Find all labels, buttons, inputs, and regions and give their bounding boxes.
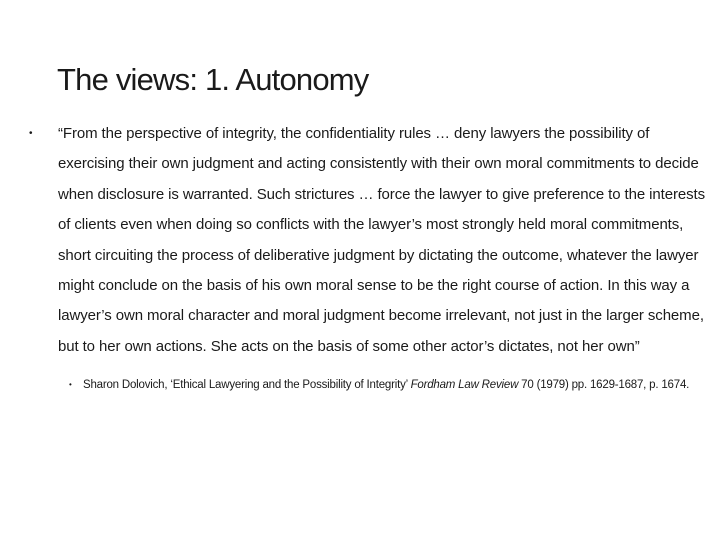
citation-details: 70 (1979) pp. 1629-1687, p. 1674.: [518, 379, 690, 392]
bullet-icon: •: [29, 128, 33, 139]
slide-body: [8, 119, 708, 397]
citation-bullet: [8, 373, 708, 397]
citation-journal: Fordham Law Review: [410, 379, 519, 392]
citation-author-title: Sharon Dolovich, ‘Ethical Lawyering and the Possibility of Integrity’: [83, 379, 411, 392]
quote-text: “From the perspective of integrity, the confidentiality rules … deny lawyers the possibility of exercising their own judgment and acting consistently with their own moral commitments to decide when disclosure is warranted. Such strictures … force the lawyer to give preference to the interests of clients even when doing so conflicts with the lawyer’s most strongly held moral commitments, short circuiting the process of deliberative judgment by dictating the outcome, whatever the lawyer might conclude on the basis of his own moral sense to be the right course of action. In this way a lawyer’s own moral character and moral judgment become irrelevant, not just in the larger scheme, but to her own actions. She acts on the basis of some other actor’s dictates, not her own”: [58, 125, 705, 355]
slide-title: The views: 1. Autonomy: [57, 62, 369, 97]
sub-bullet-icon: •: [69, 380, 72, 390]
citation-text: [83, 373, 708, 397]
quote-bullet: [8, 119, 708, 362]
